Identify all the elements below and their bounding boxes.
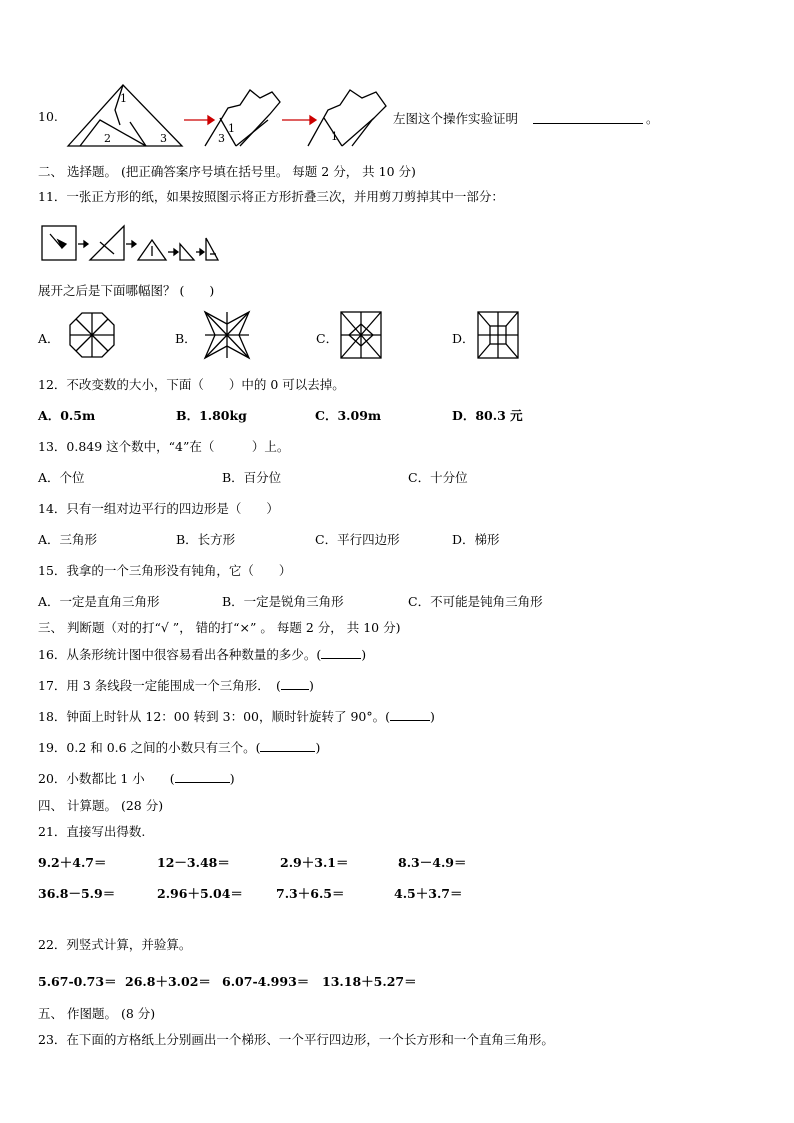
- angle-label-3b: 3: [218, 132, 225, 145]
- q15-option-b[interactable]: B．一定是锐角三角形: [222, 594, 344, 609]
- q19-text: 19．0.2 和 0.6 之间的小数只有三个。(: [38, 740, 261, 755]
- calc-8: 4.5＋3.7＝: [394, 886, 463, 901]
- q11-text: 11．一张正方形的纸，如果按照图示将正方形折叠三次，并用剪刀剪掉其中一部分：: [38, 189, 504, 204]
- vertical-calc-2: 26.8＋3.02＝: [125, 974, 211, 989]
- calc-2: 12－3.48＝: [157, 855, 230, 870]
- option-a-figure: [68, 311, 116, 359]
- vertical-calc-4: 13.18＋5.27＝: [322, 974, 417, 989]
- q20-text: 20．小数都比 1 小 (: [38, 771, 175, 786]
- q19-close: ): [315, 740, 321, 755]
- q14-option-d[interactable]: D．梯形: [452, 532, 500, 547]
- q13-option-b[interactable]: B．百分位: [222, 470, 282, 485]
- vertical-calc-1: 5.67-0.73＝: [38, 974, 117, 989]
- q17-text: 17．用 3 条线段一定能围成一个三角形． (: [38, 678, 281, 693]
- angle-label-2: 2: [104, 132, 111, 145]
- calc-3: 2.9＋3.1＝: [280, 855, 349, 870]
- section-3-title: 三、 判断题（对的打“√ ”， 错的打“×” 。 每题 2 分， 共 10 分): [38, 620, 401, 635]
- q15-text: 15．我拿的一个三角形没有钝角，它（ ）: [38, 563, 292, 578]
- section-5-title: 五、 作图题。 (8 分): [38, 1006, 156, 1021]
- q11-question: 展开之后是下面哪幅图？ ( ): [38, 283, 215, 298]
- calc-1: 9.2＋4.7＝: [38, 855, 107, 870]
- q20-close: ): [229, 771, 235, 786]
- q22-text: 22．列竖式计算，并验算。: [38, 937, 192, 952]
- q14-option-c[interactable]: C．平行四边形: [315, 532, 400, 547]
- q18-close: ): [430, 709, 435, 724]
- q21-text: 21．直接写出得数.: [38, 824, 146, 839]
- angle-label-3: 3: [160, 132, 167, 145]
- q16-text: 16．从条形统计图中很容易看出各种数量的多少。(: [38, 647, 322, 662]
- calc-7: 7.3＋6.5＝: [276, 886, 345, 901]
- calc-6: 2.96＋5.04＝: [157, 886, 243, 901]
- q20-blank[interactable]: [175, 770, 230, 783]
- q17-row: [38, 676, 314, 694]
- q17-blank[interactable]: [281, 677, 309, 690]
- q18-blank[interactable]: [390, 708, 430, 721]
- option-c-figure: [339, 310, 383, 360]
- q12-option-a[interactable]: A．0.5m: [38, 408, 96, 423]
- q14-option-b[interactable]: B．长方形: [176, 532, 236, 547]
- q11-option-c[interactable]: C．: [316, 331, 339, 346]
- q18-row: [38, 707, 435, 725]
- q10-text: 左图这个操作实验证明: [393, 111, 519, 126]
- q16-close: ): [361, 647, 367, 662]
- q16-row: [38, 645, 366, 663]
- q12-text: 12．不改变数的大小，下面（ ）中的 0 可以去掉。: [38, 377, 345, 392]
- option-d-figure: [476, 310, 520, 360]
- q13-text: 13．0.849 这个数中，“4”在（ ）上。: [38, 439, 290, 454]
- q17-close: ): [308, 678, 314, 693]
- q12-option-d[interactable]: D．80.3 元: [452, 408, 523, 423]
- section-4-title: 四、 计算题。 (28 分): [38, 798, 164, 813]
- q13-option-a[interactable]: A．个位: [38, 470, 85, 485]
- q23-text: 23．在下面的方格纸上分别画出一个梯形、一个平行四边形，一个长方形和一个直角三角形。: [38, 1032, 554, 1047]
- q18-text: 18．钟面上时针从 12：00 转到 3：00，顺时针旋转了 90°。(: [38, 709, 391, 724]
- q15-option-a[interactable]: A．一定是直角三角形: [38, 594, 160, 609]
- q10-number: 10.: [38, 109, 58, 124]
- section-2-title: 二、 选择题。 (把正确答案序号填在括号里。 每题 2 分， 共 10 分): [38, 164, 416, 179]
- q10-fold-diagram: [60, 80, 390, 152]
- q11-option-b[interactable]: B．: [175, 331, 197, 346]
- q15-option-c[interactable]: C．不可能是钝角三角形: [408, 594, 543, 609]
- q12-option-b[interactable]: B．1.80kg: [176, 408, 247, 423]
- q14-option-a[interactable]: A．三角形: [38, 532, 98, 547]
- angle-label-1: 1: [120, 92, 127, 105]
- angle-label-1b: 1: [228, 122, 235, 135]
- q11-option-d[interactable]: D．: [452, 331, 475, 346]
- q12-option-c[interactable]: C．3.09m: [315, 408, 382, 423]
- q10-answer-blank[interactable]: [533, 123, 643, 124]
- q13-option-c[interactable]: C．十分位: [408, 470, 468, 485]
- q19-blank[interactable]: [260, 739, 315, 752]
- q11-option-a[interactable]: A．: [38, 331, 60, 346]
- q14-text: 14．只有一组对边平行的四边形是（ ）: [38, 501, 279, 516]
- calc-5: 36.8－5.9＝: [38, 886, 116, 901]
- calc-4: 8.3－4.9＝: [398, 855, 467, 870]
- q10-end: 。: [646, 111, 659, 126]
- q19-row: [38, 738, 320, 756]
- q20-row: [38, 769, 235, 787]
- q11-fold-sequence: [40, 222, 220, 264]
- vertical-calc-3: 6.07-4.993＝: [222, 974, 310, 989]
- option-b-figure: [203, 310, 251, 360]
- angle-label-1c: 1: [331, 130, 338, 143]
- q16-blank[interactable]: [321, 646, 361, 659]
